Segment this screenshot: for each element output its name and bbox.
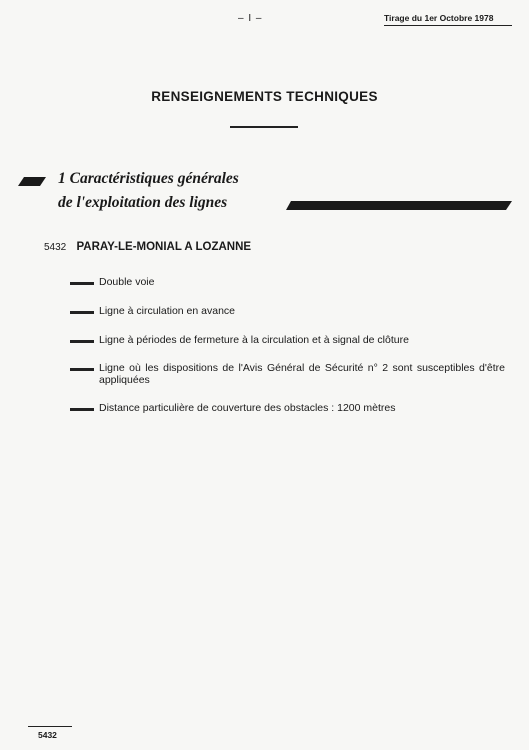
list-item xyxy=(70,362,505,386)
list-item-text: Distance particulière de couverture des obstacles : 1200 mètres xyxy=(99,402,396,414)
section-heading-line-1: 1 Caractéristiques générales xyxy=(58,170,239,187)
dash-marker xyxy=(70,368,94,371)
dash-marker xyxy=(70,282,94,285)
section-marker-right xyxy=(286,201,512,210)
dash-marker xyxy=(70,408,94,411)
page-folio: – I – xyxy=(238,13,263,24)
page-title: RENSEIGNEMENTS TECHNIQUES xyxy=(151,89,378,104)
footer-number: 5432 xyxy=(38,730,57,740)
list-item-text: Ligne où les dispositions de l'Avis Général de Sécurité n° 2 sont susceptibles d'être appliquées xyxy=(99,362,505,386)
list-item-text: Double voie xyxy=(99,276,155,288)
line-heading xyxy=(44,241,251,253)
list-item xyxy=(70,305,505,317)
line-number: 5432 xyxy=(44,242,67,253)
list-item-text: Ligne à circulation en avance xyxy=(99,305,236,317)
print-date: Tirage du 1er Octobre 1978 xyxy=(384,13,494,23)
section-heading-line-2: de l'exploitation des lignes xyxy=(58,194,228,211)
dash-marker xyxy=(70,340,94,343)
dash-marker xyxy=(70,311,94,314)
list-item xyxy=(70,402,505,414)
title-rule xyxy=(230,126,298,128)
list-item xyxy=(70,276,505,288)
list-item-text: Ligne à périodes de fermeture à la circulation et à signal de clôture xyxy=(99,334,409,346)
list-item xyxy=(70,334,505,346)
section-marker-left xyxy=(18,177,46,186)
footer-rule xyxy=(28,726,72,727)
print-date-underline xyxy=(384,25,512,26)
line-name: PARAY-LE-MONIAL A LOZANNE xyxy=(76,241,252,253)
